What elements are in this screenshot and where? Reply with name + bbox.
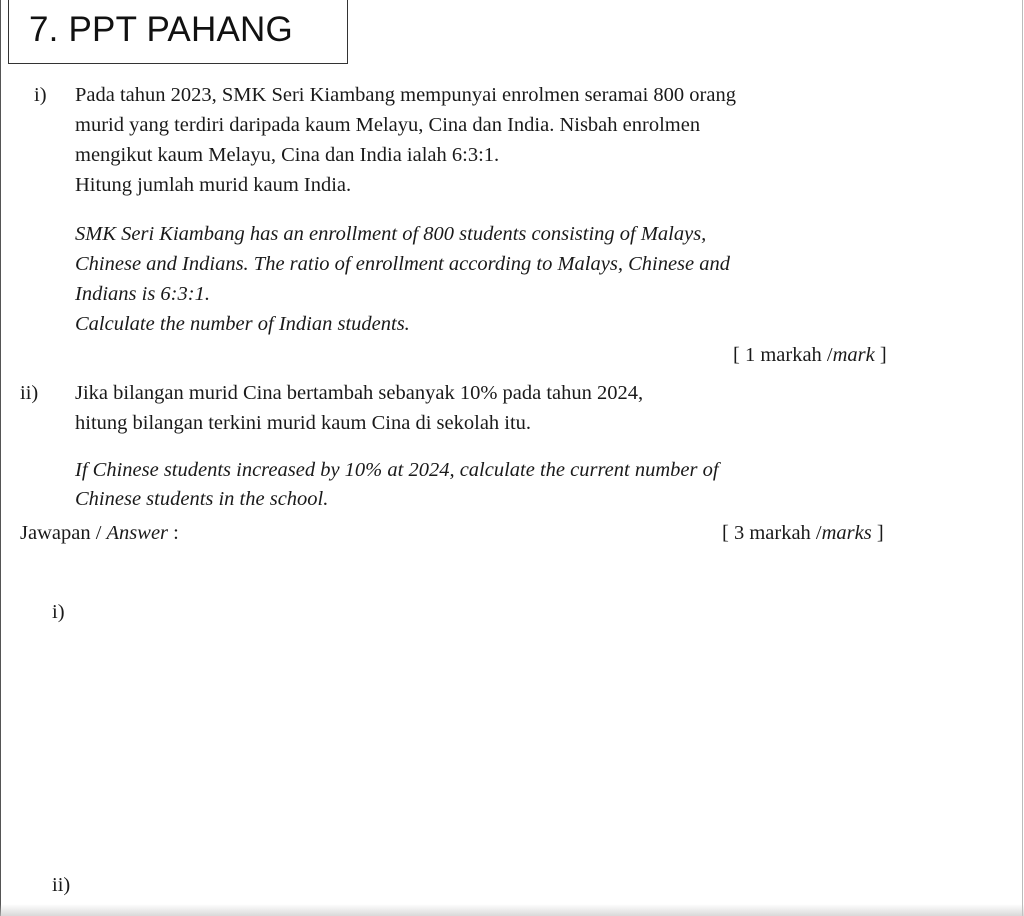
part-ii-english-line-2: Chinese students in the school. [75, 488, 329, 510]
part-ii-mark-word: marks [821, 522, 872, 544]
part-ii-malay-line-2: hitung bilangan terkini murid kaum Cina di sekolah itu. [75, 412, 532, 434]
part-i-english-line-2: Chinese and Indians. The ratio of enrollment according to Malays, Chinese and [75, 253, 730, 275]
answer-label-prefix: Jawapan / [20, 522, 107, 544]
part-i-number: i) [34, 84, 47, 106]
part-i-malay-line-2: murid yang terdiri daripada kaum Melayu, Cina dan India. Nisbah enrolmen [75, 114, 701, 136]
part-i-mark-word: mark [832, 344, 875, 366]
answer-space-part-i[interactable] [75, 630, 975, 860]
answer-label [20, 518, 179, 548]
part-ii-english-line-1: If Chinese students increased by 10% at 2024, calculate the current number of [75, 459, 719, 481]
page-bottom-shadow [0, 904, 1024, 916]
part-ii-mark-suffix: ] [871, 522, 884, 544]
part-i-english-line-1: SMK Seri Kiambang has an enrollment of 800 students consisting of Malays, [75, 223, 707, 245]
part-i-english-line-4: Calculate the number of Indian students. [75, 313, 410, 335]
part-ii-mark-allocation [722, 518, 884, 548]
answer-part-ii-label: ii) [52, 874, 71, 896]
part-i-mark-allocation [733, 340, 887, 370]
part-i-mark-suffix: ] [874, 344, 887, 366]
part-ii-number: ii) [20, 382, 39, 404]
part-i-malay-line-3: mengikut kaum Melayu, Cina dan India ialah 6:3:1. [75, 144, 500, 166]
question-heading: 7. PPT PAHANG [29, 10, 293, 49]
answer-label-suffix: : [168, 522, 179, 544]
part-i-mark-prefix: [ 1 markah / [733, 344, 833, 366]
part-ii-malay-line-1: Jika bilangan murid Cina bertambah sebanyak 10% pada tahun 2024, [75, 382, 644, 404]
part-ii-mark-prefix: [ 3 markah / [722, 522, 822, 544]
question-heading-box [8, 0, 348, 64]
part-i-english-line-3: Indians is 6:3:1. [75, 283, 210, 305]
answer-label-italic: Answer [106, 522, 169, 544]
answer-part-i-label: i) [52, 601, 65, 623]
part-i-malay-line-4: Hitung jumlah murid kaum India. [75, 174, 352, 196]
part-i-malay-line-1: Pada tahun 2023, SMK Seri Kiambang mempunyai enrolmen seramai 800 orang [75, 84, 736, 106]
